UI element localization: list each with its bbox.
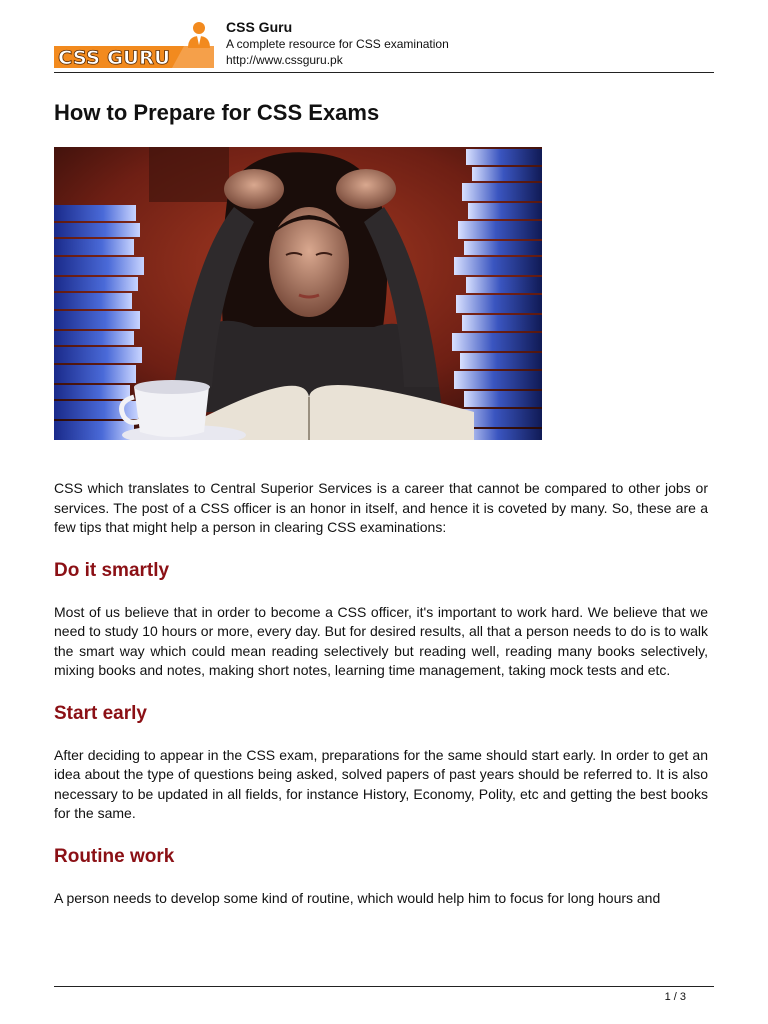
footer-divider bbox=[54, 986, 714, 987]
section-paragraph: After deciding to appear in the CSS exam, preparations for the same should start early. In order to get an idea about the type of questions being asked, solved papers of past years should be referred to. It is also necessary to be updated in all fields, for instance History, Economy, Polity, etc and getting the best books for the same. bbox=[54, 746, 708, 821]
article-body bbox=[54, 479, 708, 908]
header-divider bbox=[54, 72, 714, 73]
site-url-link[interactable]: http://www.cssguru.pk bbox=[226, 53, 343, 67]
svg-text:CSS GURU: CSS GURU bbox=[58, 47, 170, 69]
page-header bbox=[54, 16, 714, 72]
intro-paragraph: CSS which translates to Central Superior Services is a career that cannot be compared to other jobs or services. The post of a CSS officer is an honor in itself, and hence it is coveted by many. So, these are a few tips that might help a person in clearing CSS examinations: bbox=[54, 480, 708, 535]
site-tagline: A complete resource for CSS examination bbox=[226, 37, 449, 51]
section-heading: Routine work bbox=[54, 845, 175, 867]
student-studying-image bbox=[54, 147, 542, 440]
page-number: 1 / 3 bbox=[664, 991, 686, 1003]
site-name: CSS Guru bbox=[226, 19, 293, 35]
document-title: How to Prepare for CSS Exams bbox=[54, 100, 380, 125]
section-heading: Start early bbox=[54, 702, 147, 724]
section-heading: Do it smartly bbox=[54, 559, 170, 581]
section-paragraph: A person needs to develop some kind of routine, which would help him to focus for long hours and bbox=[54, 889, 661, 906]
site-info bbox=[226, 18, 449, 68]
section-paragraph: Most of us believe that in order to become a CSS officer, it's important to work hard. We believe that we need to study 10 hours or more, every day. But for desired results, all that a person needs to do is to walk the smart way which could mean reading selectively but reading well, reading many books selectively, mixing books and notes, making short notes, learning time management, taking mock tests and etc. bbox=[54, 603, 708, 678]
css-guru-logo bbox=[54, 18, 214, 70]
